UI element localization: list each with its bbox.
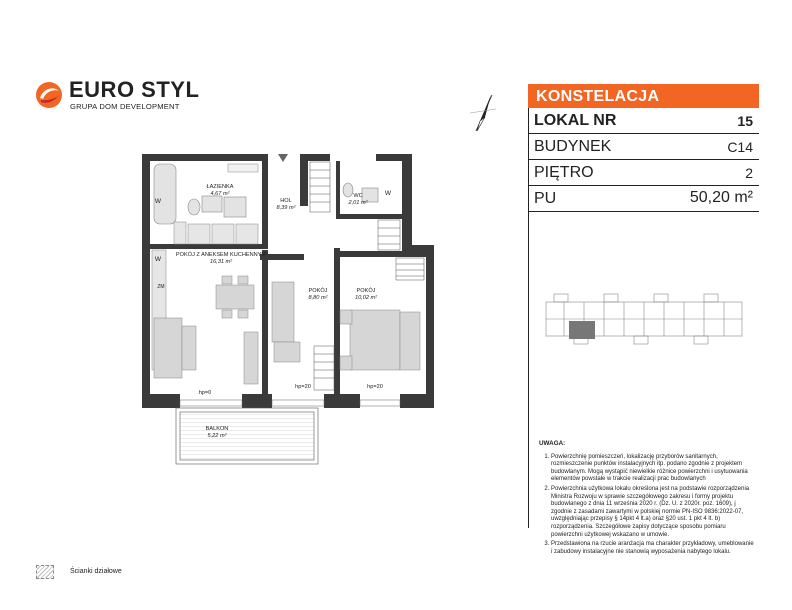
plan-mark-w2: W	[154, 256, 162, 263]
plan-mark-w1: W	[154, 198, 162, 205]
note-item: 1. Powierzchnię pomieszczeń, lokalizację przyborów sanitarnych, rozmieszczenie punktów instalacyjnych itp. podano zgodnie z projektem budowlanym. Mogą wystąpić niewielkie różnice powierzchni i usytuowania elementów powstałe w trakcie realizacji prac budowlanych	[551, 454, 754, 484]
plan-mark-w3: W	[384, 190, 392, 197]
note-item: 3. Przedstawiona na rzucie aranżacja ma charakter przykładowy, umeblowanie i zabudowy instalacyjne nie stanowią wyposażenia nabytego lokalu.	[551, 541, 754, 556]
room-label-pokoj-2: POKÓJ 10,02 m²	[354, 288, 378, 301]
legend-label: Ścianki działowe	[70, 568, 122, 575]
plan-mark-hp1: hp=0	[198, 390, 212, 396]
plan-mark-hp2: hp=20	[295, 384, 311, 390]
plan-mark-zm: ZM	[157, 284, 165, 290]
info-value: 50,20 m²	[689, 189, 753, 206]
logo-subtitle: GRUPA DOM DEVELOPMENT	[70, 102, 180, 111]
info-label: BUDYNEK	[534, 138, 612, 155]
building-key-plan	[544, 290, 744, 350]
info-value: 2	[745, 165, 753, 181]
info-label: LOKAL NR	[534, 112, 617, 129]
info-panel	[528, 84, 759, 212]
room-label-pokoj-aneks: POKÓJ Z ANEKSEM KUCHENNYM 16,31 m²	[175, 252, 267, 265]
info-row-lokal	[528, 108, 759, 134]
room-label-pokoj-1: POKÓJ 8,80 m²	[308, 288, 328, 301]
room-label-wc: WC 2,01 m²	[348, 193, 368, 206]
info-label: PU	[534, 190, 557, 207]
info-row-budynek	[528, 134, 759, 160]
info-label: PIĘTRO	[534, 164, 594, 181]
eurostyl-logo-icon	[34, 80, 64, 110]
room-label-balkon: BALKON 5,22 m²	[205, 426, 229, 439]
plan-mark-hp3: hp=20	[367, 384, 383, 390]
notes-section	[539, 440, 754, 558]
info-row-pu	[528, 186, 759, 212]
compass-north-icon	[466, 91, 500, 137]
info-row-pietro	[528, 160, 759, 186]
room-label-lazienka: ŁAZIENKA 4,67 m²	[206, 184, 234, 197]
room-label-hol: HOL 8,39 m²	[276, 198, 296, 211]
note-item: 2. Powierzchnia użytkowa lokalu określona jest na podstawie rozporządzenia Ministra Rozwoju w sprawie szczegółowego zakresu i formy projektu budowlanego z dnia 11 września 2020 r. (Dz. U. z 2020r. poz. 1609), j zgodnie z zasadami zawartymi w polskiej normie PN-ISO 9836:2022-07, uwzględniając przepisy § 14pkt 4 lt.a) oraz §20 ust. 1 pkt 4 lt. b) rozporządzenia. Szczegółowe zapisy dotyczące sposobu pomiaru powierzchni użytkowej wskazano w umowie.	[551, 486, 754, 539]
notes-heading: UWAGA:	[539, 440, 566, 447]
logo-title: EURO STYL	[69, 77, 200, 102]
project-name: KONSTELACJA	[528, 84, 759, 108]
info-value: C14	[727, 139, 753, 155]
legend-swatch	[36, 565, 54, 579]
info-value: 15	[737, 113, 753, 129]
